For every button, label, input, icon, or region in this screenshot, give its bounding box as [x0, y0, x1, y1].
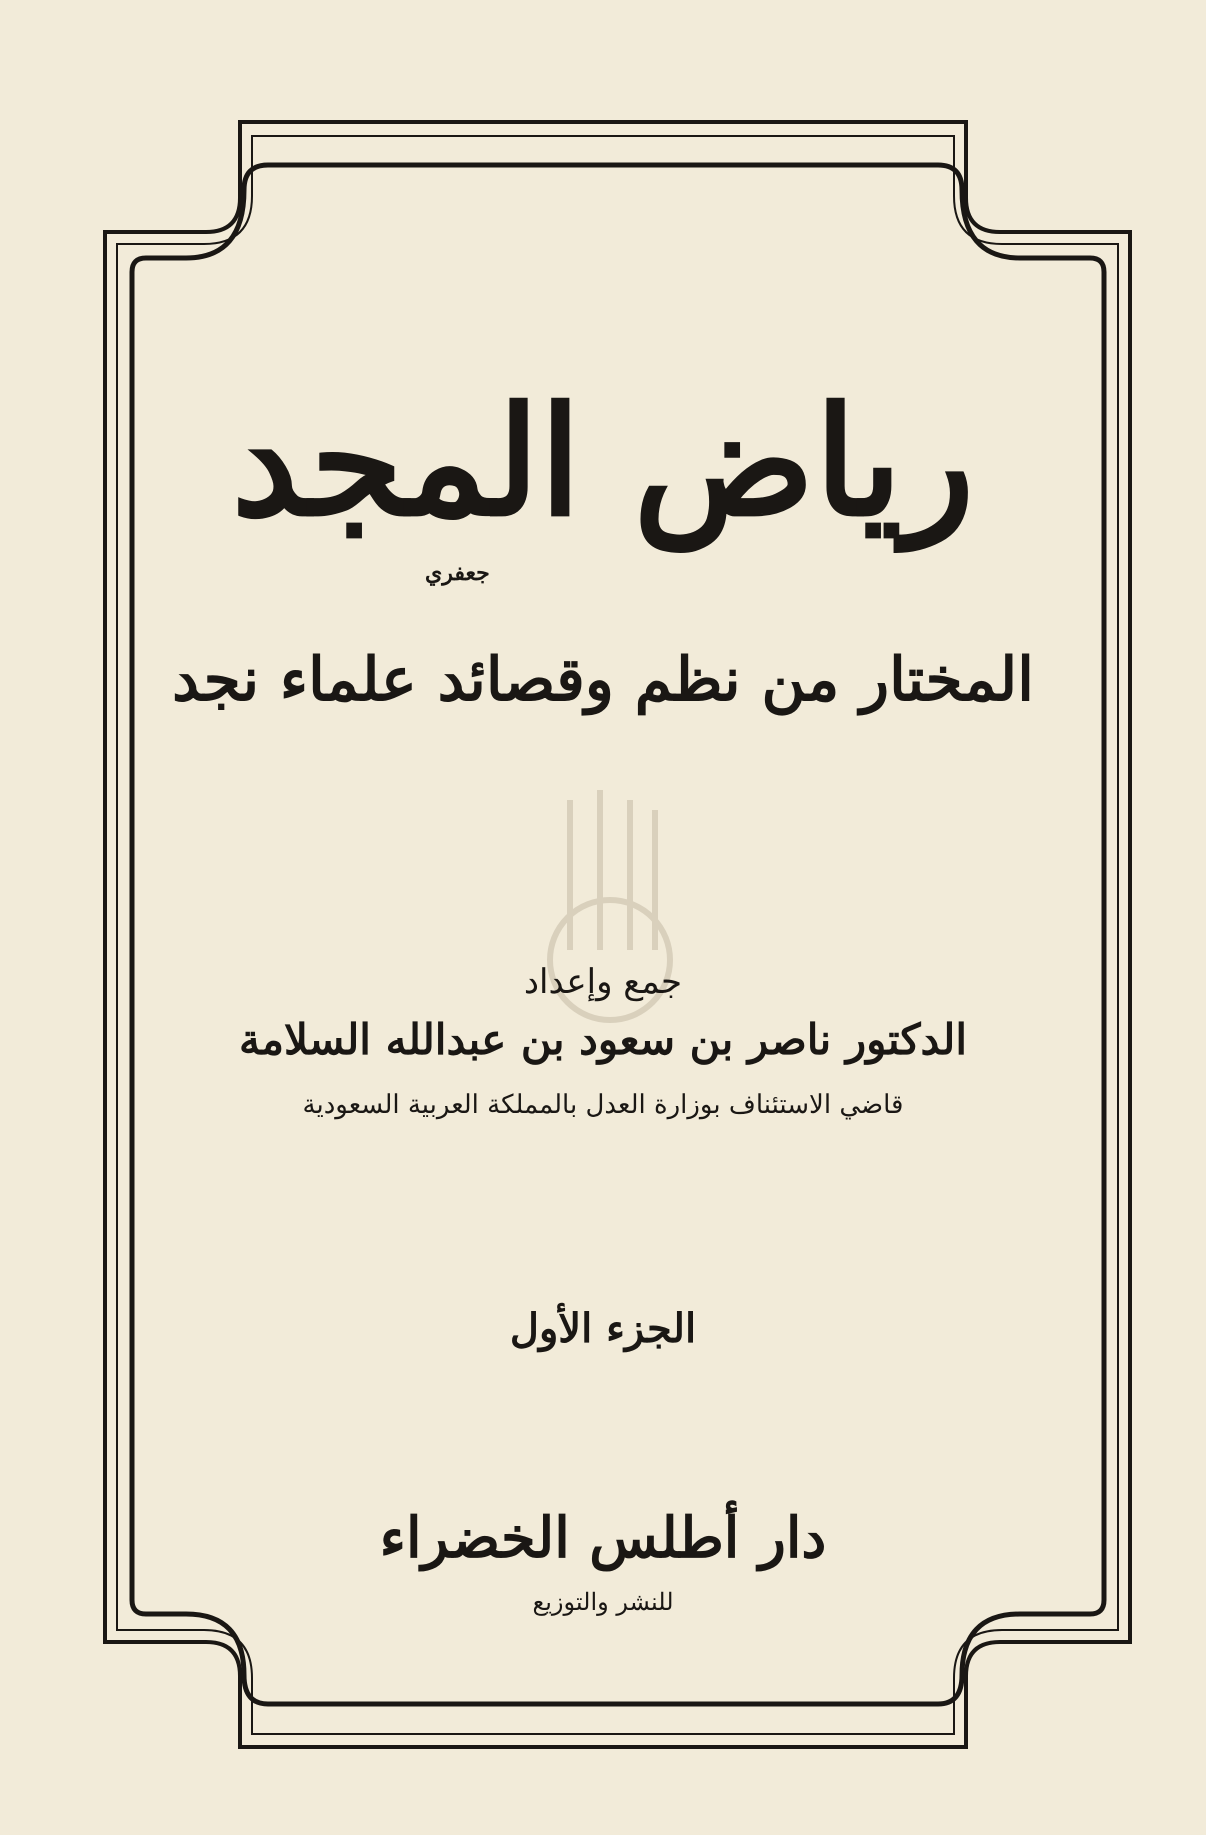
publisher-name: دار أطلس الخضراء: [379, 1505, 827, 1571]
author-name: الدكتور ناصر بن سعود بن عبدالله السلامة: [238, 1015, 968, 1064]
calligrapher-signature: جعفري: [425, 560, 490, 586]
book-subtitle: المختار من نظم وقصائد علماء نجد: [172, 645, 1034, 715]
compiled-by-label: جمع وإعداد: [523, 962, 683, 1002]
volume-label: الجزء الأول: [509, 1305, 697, 1352]
publisher-tagline: للنشر والتوزيع: [532, 1588, 674, 1616]
book-title: رياض المجد: [231, 374, 975, 550]
author-role: قاضي الاستئناف بوزارة العدل بالمملكة العربية السعودية: [302, 1090, 904, 1120]
